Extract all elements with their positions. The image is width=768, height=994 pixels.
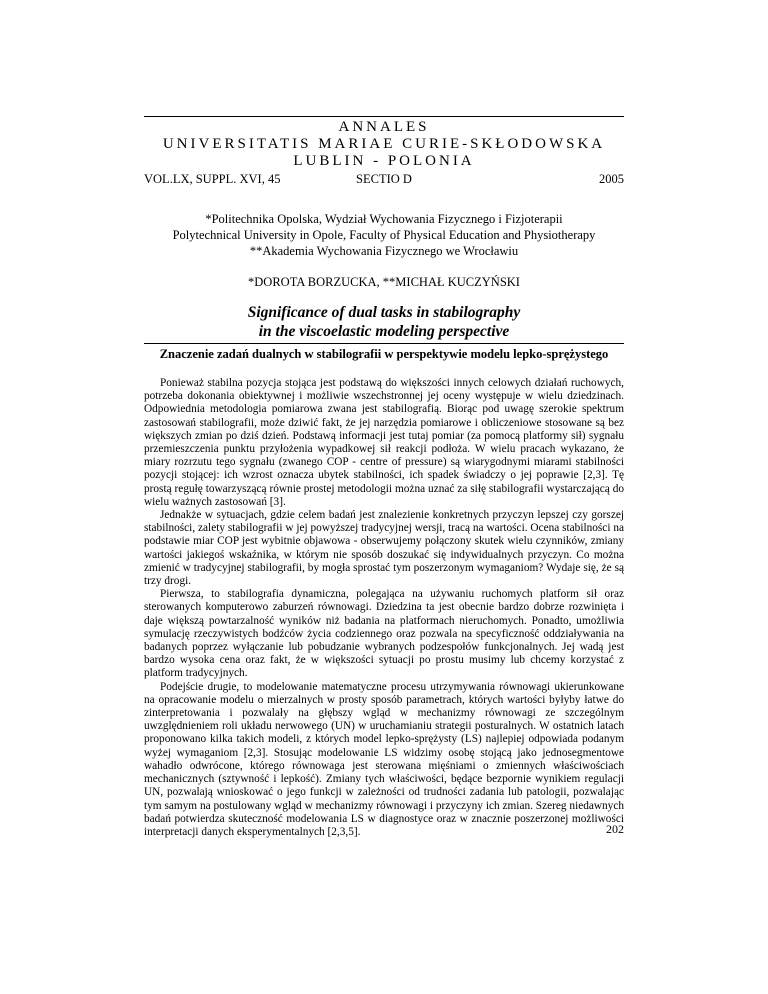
year-label: 2005 bbox=[599, 172, 624, 186]
paragraph: Jednakże w sytuacjach, gdzie celem badań jest znalezienie konkretnych przyczyn lepszej czy gorszej stabilności, zalety stabilografii w jej powyższej tradycyjnej wersji, tracą na wartości. Ocena stabilności na podstawie miar COP jest wybitnie objawowa - obserwujemy połączony skutek wielu czynników, zmiany wartości jakiegoś wskaźnika, w którym nie sposób doszukać się indywidualnych przyczyn. Co można zmienić w tradycyjnej stabilografii, by mogła sprostać tym poszerzonym wymaganiom? Wydaje się, że są trzy drogi. bbox=[144, 509, 624, 588]
polish-title: Znaczenie zadań dualnych w stabilografii w perspektywie modelu lepko-sprężystego bbox=[159, 347, 609, 361]
paper-title-line1: Significance of dual tasks in stabilography bbox=[247, 304, 521, 321]
body-text bbox=[144, 377, 624, 839]
journal-name-line3: LUBLIN - POLONIA bbox=[293, 153, 475, 169]
affiliation-line: **Akademia Wychowania Fizycznego we Wrocławiu bbox=[249, 244, 519, 258]
paragraph: Podejście drugie, to modelowanie matematyczne procesu utrzymywania równowagi ukierunkowane na opracowanie modelu o mierzalnych w prosty sposób parametrach, których wartości byłyby łatwe do zinterpretowania i pozwalały na głębszy wgląd w mechanizmy równowagi ze szczególnym uwzględnieniem roli układu nerwowego (UN) w uruchamianiu strategii posturalnych. W ostatnich latach proponowano kilka takich modeli, z których model lepko-sprężysty (LS) najlepiej odpowiada podanym wyżej wymaganiom [2,3]. Stosując modelowanie LS widzimy osobę stojącą jako jednosegmentowe wahadło odwrócone, którego równowaga jest sterowana mięśniami o zmiennych właściwościach mechanicznych (sztywność i lepkość). Zmiany tych właściwości, będące bezpornie wynikiem regulacji UN, pozwalają wnioskować o jego funkcji w zależności od trudności zadania lub patologii, pozwalając tym samym na postulowany wgląd w mechanizmy równowagi i przyczyny ich zmian. Szereg niedawnych badań potwierdza skuteczność modelowania LS w diagnostyce oraz w znacznie poszerzonej możliwości interpretacji danych eksperymentalnych [2,3,5]. bbox=[144, 680, 624, 838]
affiliation-line: *Politechnika Opolska, Wydział Wychowania Fizycznego i Fizjoterapii bbox=[205, 212, 563, 226]
journal-name-line2: UNIVERSITATIS MARIAE CURIE-SKŁODOWSKA bbox=[162, 136, 606, 152]
affiliation-line: Polytechnical University in Opole, Faculty of Physical Education and Physiotherapy bbox=[172, 228, 596, 242]
journal-name-line1: ANNALES bbox=[338, 119, 430, 135]
page-number: 202 bbox=[606, 822, 624, 836]
paragraph: Pierwsza, to stabilografia dynamiczna, polegająca na używaniu ruchomych platform sił oraz sterowanych komputerowo zaburzeń równowagi. Dziedzina ta jest obecnie bardzo dobrze rozwinięta i daje większą powtarzalność wyników niż badania na platformach nieruchomych. Ponadto, umożliwia symulację rzeczywistych bodźców życia codziennego oraz pozwala na specyficzność oddziaływania na badanych poprzez wyłączanie lub pobudzanie wybranych podzespołów funkcjonalnych. Jej wadą jest bardzo wysoka cena oraz fakt, że w większości sytuacji po prostu musimy lub chcemy korzystać z platform tradycyjnych. bbox=[144, 588, 624, 680]
title-rule bbox=[144, 343, 624, 344]
section-label: SECTIO D bbox=[356, 172, 412, 186]
volume-row bbox=[144, 172, 624, 186]
paragraph: Ponieważ stabilna pozycja stojąca jest podstawą do większości innych celowych działań ruchowych, potrzeba dokonania obiektywnej i możliwie wszechstronnej jej oceny występuje w wielu dziedzinach. Odpowiednia metodologia pomiarowa zwana jest stabilografią. Biorąc pod uwagę szerokie spektrum zastosowań stabilografii, może dziwić fakt, że jej narzędzia pomiarowe i obliczeniowe stosowane są bez większych zmian po dziś dzień. Podstawą informacji jest tutaj pomiar (za pomocą platformy sił) sygnału przemieszczenia punktu przyłożenia wypadkowej sił reakcji podłoża. W wielu pracach wykazano, że miary rozrzutu tego sygnału (zwanego COP - centre of pressure) są wiarygodnymi miarami stabilności pozycji stojącej: ich wzrost oznacza ubytek stabilności, ich spadek świadczy o jej poprawie [2,3]. Tę prostą regułę towarzyszącą równie prostej metodologii można uznać za siłę stabilografii wystarczającą do wielu ważnych zastosowań [3]. bbox=[144, 377, 624, 508]
authors: *DOROTA BORZUCKA, **MICHAŁ KUCZYŃSKI bbox=[248, 275, 520, 289]
paper-title-line2: in the viscoelastic modeling perspective bbox=[258, 323, 510, 340]
top-rule bbox=[144, 116, 624, 117]
volume-label: VOL.LX, SUPPL. XVI, 45 bbox=[144, 172, 281, 186]
